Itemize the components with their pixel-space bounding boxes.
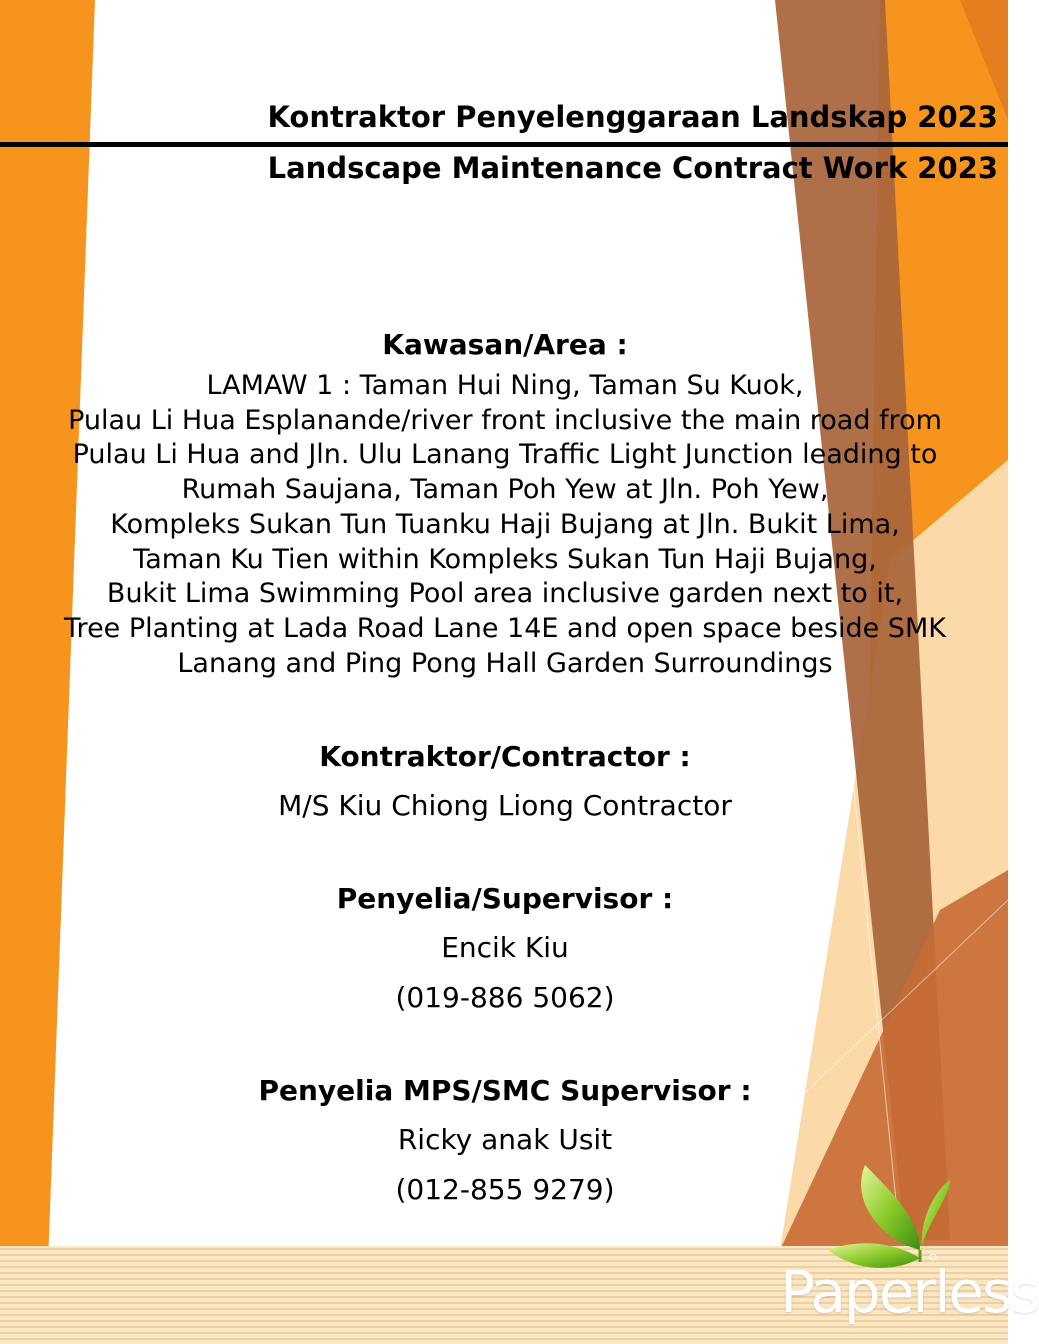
area-line: Taman Ku Tien within Kompleks Sukan Tun Haji Bujang, xyxy=(133,543,877,575)
area-description xyxy=(20,369,990,681)
supervisor-phone: (019-886 5062) xyxy=(395,981,615,1015)
area-line: Kompleks Sukan Tun Tuanku Haji Bujang at Jln. Bukit Lima, xyxy=(110,508,900,540)
paperless-logo-text: Paperless xyxy=(780,1258,1039,1326)
header-divider xyxy=(0,142,1008,147)
smc-supervisor-label: Penyelia MPS/SMC Supervisor : xyxy=(258,1074,752,1108)
area-line: Pulau Li Hua Esplanande/river front inclusive the main road from xyxy=(68,404,942,436)
area-line: Lanang and Ping Pong Hall Garden Surroundings xyxy=(177,647,833,679)
smc-supervisor-name: Ricky anak Usit xyxy=(397,1123,613,1157)
main-content xyxy=(20,325,990,1215)
title-english: Landscape Maintenance Contract Work 2023 xyxy=(267,151,998,185)
supervisor-name: Encik Kiu xyxy=(441,931,569,965)
area-section xyxy=(20,325,990,681)
area-line: Pulau Li Hua and Jln. Ulu Lanang Traffic Light Junction leading to xyxy=(72,439,938,471)
supervisor-label: Penyelia/Supervisor : xyxy=(336,882,674,916)
supervisor-section xyxy=(20,879,990,1023)
area-line: Bukit Lima Swimming Pool area inclusive garden next to it, xyxy=(106,578,904,610)
smc-supervisor-phone: (012-855 9279) xyxy=(395,1173,615,1207)
contractor-label: Kontraktor/Contractor : xyxy=(319,740,691,774)
area-line: LAMAW 1 : Taman Hui Ning, Taman Su Kuok, xyxy=(206,370,804,401)
area-label: Kawasan/Area : xyxy=(382,328,628,361)
area-line: Tree Planting at Lada Road Lane 14E and open space beside SMK xyxy=(64,612,946,644)
area-line: Rumah Saujana, Taman Poh Yew at Jln. Poh Yew, xyxy=(181,474,829,506)
title-malay: Kontraktor Penyelenggaraan Landskap 2023 xyxy=(267,100,998,134)
contractor-name: M/S Kiu Chiong Liong Contractor xyxy=(278,789,732,823)
contractor-section xyxy=(20,737,990,831)
